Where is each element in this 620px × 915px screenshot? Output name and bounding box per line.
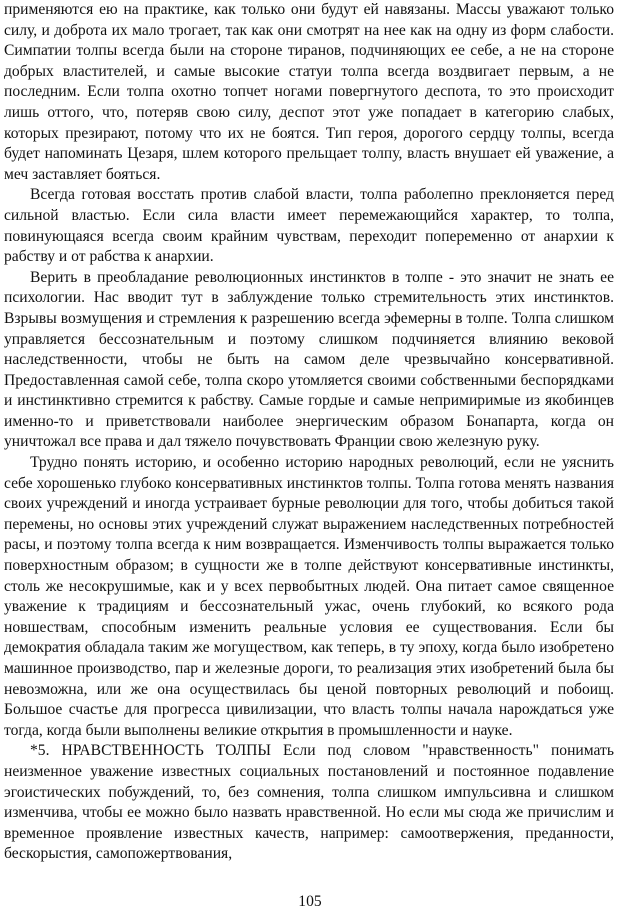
- text-column: [4, 0, 614, 865]
- paragraph-4: Трудно понять историю, и особенно историю народных революций, если не уяснить себе хорошенько глубоко консервативных инстинктов толпы. Толпа готова менять названия своих учреждений и иногда устраивает бурные революции для того, чтобы добиться такой перемены, но основы этих учреждений служат выражением наследственных потребностей расы, и поэтому толпа всегда к ним возвращается. Изменчивость толпы выражается только поверхностным образом; в сущности же в толпе действуют консервативные инстинкты, столь же несокрушимые, как и у всех первобытных людей. Она питает самое священное уважение к традициям и бессознательный ужас, очень глубокий, ко всякого рода новшествам, способным изменить реальные условия ее существования. Если бы демократия обладала таким же могуществом, как теперь, в ту эпоху, когда было изобретено машинное производство, пар и железные дороги, то реализация этих изобретений была бы невозможна, или же она осуществилась бы ценой повторных революций и побоищ. Большое счастье для прогресса цивилизации, что власть толпы начала нарождаться уже тогда, когда были выполнены великие открытия в промышленности и науке.: [4, 454, 614, 739]
- paragraph-5: *5. НРАВСТВЕННОСТЬ ТОЛПЫ Если под словом "нравственность" понимать неизменное уважение известных социальных постановлений и постоянное подавление эгоистических побуждений, то, без сомнения, толпа слишком импульсивна и слишком изменчива, чтобы ее можно было назвать нравственной. Но если мы сюда же причислим и временное проявление известных качеств, например: самоотвержения, преданности, бескорыстия, самопожертвования,: [4, 742, 614, 863]
- paragraph-3: Верить в преобладание революционных инстинктов в толпе - это значит не знать ее психологии. Нас вводит тут в заблуждение только стремительность этих инстинктов. Взрывы возмущения и стремления к разрешению всегда эфемерны в толпе. Толпа слишком управляется бессознательным и поэтому слишком подчиняется влиянию вековой наследственности, чтобы не быть на самом деле чрезвычайно консервативной. Предоставленная самой себе, толпа скоро утомляется своими собственными беспорядками и инстинктивно стремится к рабству. Самые гордые и самые непримиримые из якобинцев именно-то и приветствовали наиболее энергическим образом Бонапарта, когда он уничтожал все права и дал тяжело почувствовать Франции свою железную руку.: [4, 268, 614, 451]
- page-number: 105: [298, 893, 322, 910]
- paragraph-2: Всегда готовая восстать против слабой власти, толпа раболепно преклоняется перед сильной властью. Если сила власти имеет перемежающийся характер, то толпа, повинующаяся всегда своим крайним чувствам, переходит попеременно от анархии к рабству и от рабства к анархии.: [4, 186, 614, 266]
- paragraph-1: применяются ею на практике, как только они будут ей навязаны. Массы уважают только силу, и доброта их мало трогает, так как они смотрят на нее как на одну из форм слабости. Симпатии толпы всегда были на стороне тиранов, подчиняющих ее себе, а не на стороне добрых властителей, и самые высокие статуи толпа всегда воздвигает первым, а не последним. Если толпа охотно топчет ногами повергнутого деспота, то это происходит лишь оттого, что, потеряв свою силу, деспот этот уже попадает в категорию слабых, которых презирают, потому что их не боятся. Тип героя, дорогого сердцу толпы, всегда будет напоминать Цезаря, шлем которого прельщает толпу, власть внушает ей уважение, а меч заставляет бояться.: [4, 1, 614, 183]
